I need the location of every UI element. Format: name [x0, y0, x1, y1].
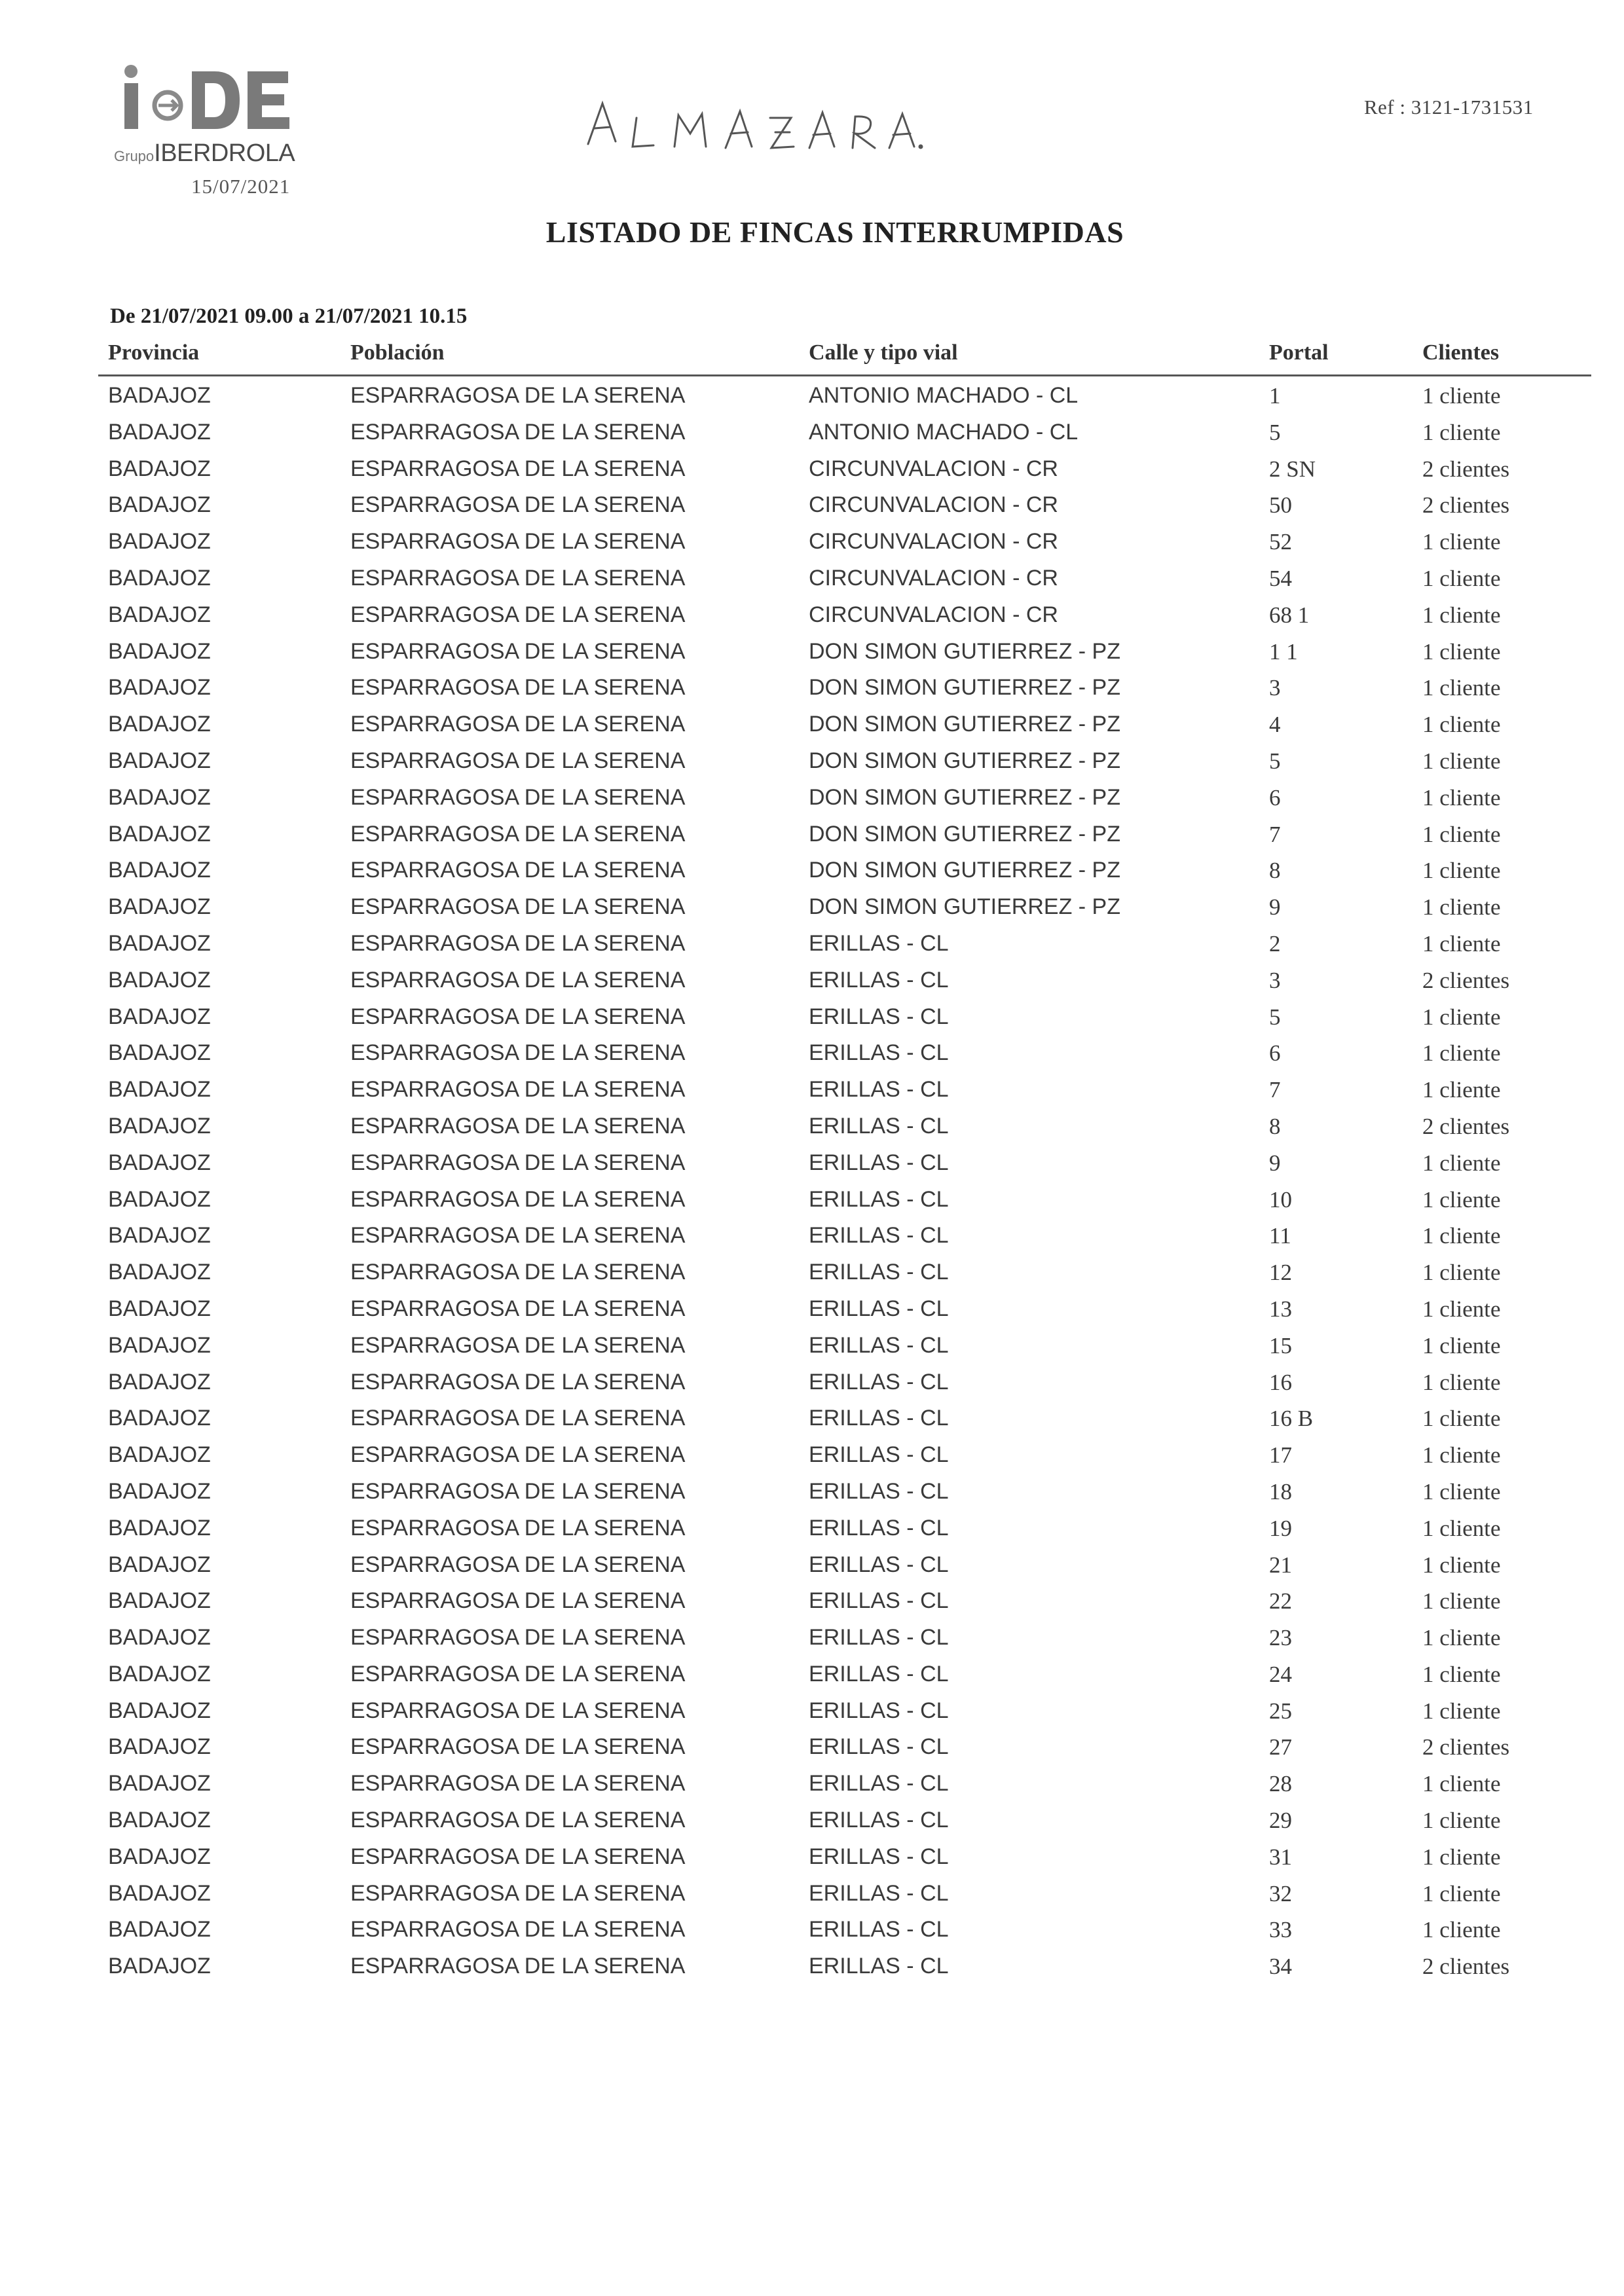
cell-portal: 68 1	[1269, 602, 1310, 628]
table-row	[98, 961, 1591, 998]
cell-calle: ERILLAS - CL	[809, 1917, 949, 1942]
logo-group-label	[114, 139, 295, 168]
cell-poblacion: ESPARRAGOSA DE LA SERENA	[350, 1552, 686, 1577]
cell-clientes: 1 cliente	[1422, 1186, 1501, 1212]
cell-poblacion: ESPARRAGOSA DE LA SERENA	[350, 1625, 686, 1650]
table-header	[98, 340, 1591, 376]
table-row	[98, 998, 1591, 1034]
cell-provincia: BADAJOZ	[108, 1880, 211, 1906]
header-calle: Calle y tipo vial	[809, 340, 958, 365]
cell-provincia: BADAJOZ	[108, 1808, 211, 1833]
table-row	[98, 376, 1591, 413]
cell-calle: ERILLAS - CL	[809, 930, 949, 956]
cell-clientes: 2 clientes	[1422, 1113, 1510, 1139]
cell-portal: 2	[1269, 930, 1281, 957]
cell-clientes: 1 cliente	[1422, 1880, 1501, 1906]
cell-portal: 5	[1269, 748, 1281, 774]
table-row	[98, 1107, 1591, 1144]
cell-calle: ERILLAS - CL	[809, 1808, 949, 1833]
header-clientes: Clientes	[1422, 340, 1500, 365]
cell-poblacion: ESPARRAGOSA DE LA SERENA	[350, 748, 686, 773]
cell-calle: ERILLAS - CL	[809, 1661, 949, 1686]
cell-poblacion: ESPARRAGOSA DE LA SERENA	[350, 1698, 686, 1723]
cell-portal: 27	[1269, 1734, 1292, 1760]
table-row	[98, 1216, 1591, 1253]
table-row	[98, 413, 1591, 450]
cell-provincia: BADAJOZ	[108, 1478, 211, 1504]
cell-calle: ERILLAS - CL	[809, 1734, 949, 1760]
cell-clientes: 1 cliente	[1422, 894, 1501, 920]
cell-poblacion: ESPARRAGOSA DE LA SERENA	[350, 1077, 686, 1102]
cell-calle: DON SIMON GUTIERREZ - PZ	[809, 638, 1120, 664]
table-row	[98, 522, 1591, 559]
reference-number: Ref : 3121-1731531	[1364, 96, 1534, 118]
cell-provincia: BADAJOZ	[108, 1077, 211, 1102]
cell-poblacion: ESPARRAGOSA DE LA SERENA	[350, 492, 686, 518]
cell-poblacion: ESPARRAGOSA DE LA SERENA	[350, 1332, 686, 1358]
cell-provincia: BADAJOZ	[108, 1260, 211, 1285]
cell-clientes: 1 cliente	[1422, 529, 1501, 555]
cell-poblacion: ESPARRAGOSA DE LA SERENA	[350, 930, 686, 956]
cell-calle: ERILLAS - CL	[809, 1004, 949, 1029]
table-row	[98, 1655, 1591, 1692]
page-title: LISTADO DE FINCAS INTERRUMPIDAS	[545, 215, 1124, 249]
cell-poblacion: ESPARRAGOSA DE LA SERENA	[350, 1296, 686, 1321]
cell-poblacion: ESPARRAGOSA DE LA SERENA	[350, 894, 686, 920]
cell-poblacion: ESPARRAGOSA DE LA SERENA	[350, 1954, 686, 1979]
cell-portal: 33	[1269, 1917, 1292, 1943]
cell-portal: 23	[1269, 1625, 1292, 1651]
cell-calle: ERILLAS - CL	[809, 1880, 949, 1906]
table-row	[98, 1034, 1591, 1070]
cell-clientes: 1 cliente	[1422, 1515, 1501, 1541]
cell-poblacion: ESPARRAGOSA DE LA SERENA	[350, 529, 686, 555]
cell-poblacion: ESPARRAGOSA DE LA SERENA	[350, 1113, 686, 1139]
cell-poblacion: ESPARRAGOSA DE LA SERENA	[350, 1260, 686, 1285]
table-row	[98, 1253, 1591, 1290]
cell-poblacion: ESPARRAGOSA DE LA SERENA	[350, 675, 686, 701]
cell-clientes: 1 cliente	[1422, 1406, 1501, 1432]
cell-portal: 29	[1269, 1808, 1292, 1834]
cell-clientes: 1 cliente	[1422, 1077, 1501, 1103]
table-row	[98, 1399, 1591, 1436]
cell-clientes: 2 clientes	[1422, 1954, 1510, 1980]
cell-poblacion: ESPARRAGOSA DE LA SERENA	[350, 1808, 686, 1833]
cell-provincia: BADAJOZ	[108, 1917, 211, 1942]
cell-clientes: 1 cliente	[1422, 784, 1501, 811]
cell-clientes: 1 cliente	[1422, 1478, 1501, 1504]
table-row	[98, 668, 1591, 705]
cell-calle: ERILLAS - CL	[809, 1844, 949, 1869]
cell-portal: 52	[1269, 529, 1292, 555]
date-range: De 21/07/2021 09.00 a 21/07/2021 10.15	[110, 304, 468, 328]
cell-portal: 6	[1269, 1040, 1281, 1066]
cell-portal: 19	[1269, 1515, 1292, 1541]
cell-provincia: BADAJOZ	[108, 1186, 211, 1212]
cell-portal: 4	[1269, 712, 1281, 738]
cell-clientes: 1 cliente	[1422, 1260, 1501, 1286]
table-row	[98, 1546, 1591, 1582]
table-row	[98, 924, 1591, 961]
cell-clientes: 1 cliente	[1422, 1150, 1501, 1176]
cell-clientes: 1 cliente	[1422, 1442, 1501, 1468]
cell-provincia: BADAJOZ	[108, 930, 211, 956]
cell-portal: 3	[1269, 675, 1281, 701]
cell-poblacion: ESPARRAGOSA DE LA SERENA	[350, 1478, 686, 1504]
table-row	[98, 1070, 1591, 1107]
table-row	[98, 888, 1591, 924]
cell-provincia: BADAJOZ	[108, 858, 211, 883]
cell-poblacion: ESPARRAGOSA DE LA SERENA	[350, 602, 686, 627]
cell-calle: CIRCUNVALACION - CR	[809, 492, 1058, 518]
cell-poblacion: ESPARRAGOSA DE LA SERENA	[350, 784, 686, 810]
cell-poblacion: ESPARRAGOSA DE LA SERENA	[350, 1771, 686, 1796]
table-row	[98, 1910, 1591, 1947]
table-row	[98, 1947, 1591, 1984]
cell-provincia: BADAJOZ	[108, 1844, 211, 1869]
cell-calle: ERILLAS - CL	[809, 1332, 949, 1358]
cell-calle: CIRCUNVALACION - CR	[809, 602, 1058, 627]
cell-portal: 3	[1269, 967, 1281, 993]
cell-calle: ERILLAS - CL	[809, 1406, 949, 1431]
cell-portal: 9	[1269, 894, 1281, 920]
cell-clientes: 1 cliente	[1422, 1369, 1501, 1395]
cell-clientes: 2 clientes	[1422, 492, 1510, 519]
cell-portal: 6	[1269, 784, 1281, 811]
cell-poblacion: ESPARRAGOSA DE LA SERENA	[350, 383, 686, 408]
cell-provincia: BADAJOZ	[108, 1625, 211, 1650]
cell-poblacion: ESPARRAGOSA DE LA SERENA	[350, 1406, 686, 1431]
document-date: 15/07/2021	[191, 175, 291, 198]
cell-provincia: BADAJOZ	[108, 1552, 211, 1577]
cell-portal: 16 B	[1269, 1406, 1314, 1432]
table-row	[98, 1764, 1591, 1801]
cell-calle: ERILLAS - CL	[809, 1478, 949, 1504]
cell-portal: 13	[1269, 1296, 1292, 1322]
cell-provincia: BADAJOZ	[108, 1150, 211, 1175]
cell-provincia: BADAJOZ	[108, 492, 211, 518]
cell-provincia: BADAJOZ	[108, 1406, 211, 1431]
cell-portal: 22	[1269, 1588, 1292, 1614]
fincas-table	[98, 340, 1591, 1984]
table-row	[98, 1728, 1591, 1764]
cell-poblacion: ESPARRAGOSA DE LA SERENA	[350, 821, 686, 847]
cell-provincia: BADAJOZ	[108, 784, 211, 810]
cell-clientes: 1 cliente	[1422, 930, 1501, 957]
table-row	[98, 1692, 1591, 1728]
cell-clientes: 1 cliente	[1422, 1004, 1501, 1030]
cell-provincia: BADAJOZ	[108, 456, 211, 481]
cell-clientes: 1 cliente	[1422, 1625, 1501, 1651]
cell-clientes: 1 cliente	[1422, 419, 1501, 445]
table-row	[98, 742, 1591, 778]
cell-provincia: BADAJOZ	[108, 602, 211, 627]
cell-clientes: 1 cliente	[1422, 821, 1501, 847]
cell-calle: CIRCUNVALACION - CR	[809, 456, 1058, 481]
cell-provincia: BADAJOZ	[108, 1698, 211, 1723]
table-row	[98, 1436, 1591, 1472]
cell-calle: ERILLAS - CL	[809, 1150, 949, 1175]
table-row	[98, 1838, 1591, 1874]
cell-clientes: 1 cliente	[1422, 383, 1501, 409]
table-row	[98, 1180, 1591, 1217]
cell-portal: 7	[1269, 1077, 1281, 1103]
cell-clientes: 1 cliente	[1422, 1917, 1501, 1943]
cell-portal: 17	[1269, 1442, 1292, 1468]
cell-clientes: 2 clientes	[1422, 967, 1510, 993]
cell-portal: 16	[1269, 1369, 1292, 1395]
cell-poblacion: ESPARRAGOSA DE LA SERENA	[350, 1844, 686, 1869]
cell-clientes: 1 cliente	[1422, 1332, 1501, 1358]
table-row	[98, 705, 1591, 742]
table-row	[98, 1801, 1591, 1838]
table-row	[98, 1363, 1591, 1400]
cell-provincia: BADAJOZ	[108, 1113, 211, 1139]
cell-portal: 50	[1269, 492, 1292, 519]
cell-provincia: BADAJOZ	[108, 1442, 211, 1468]
cell-portal: 15	[1269, 1332, 1292, 1358]
cell-calle: ERILLAS - CL	[809, 1369, 949, 1394]
cell-provincia: BADAJOZ	[108, 712, 211, 737]
header-poblacion: Población	[350, 340, 445, 365]
cell-calle: ERILLAS - CL	[809, 1515, 949, 1540]
cell-clientes: 1 cliente	[1422, 602, 1501, 628]
cell-poblacion: ESPARRAGOSA DE LA SERENA	[350, 1880, 686, 1906]
cell-calle: ANTONIO MACHADO - CL	[809, 419, 1079, 445]
table-row	[98, 1582, 1591, 1618]
cell-calle: ERILLAS - CL	[809, 1113, 949, 1139]
cell-calle: ERILLAS - CL	[809, 1186, 949, 1212]
cell-clientes: 1 cliente	[1422, 1552, 1501, 1578]
cell-calle: CIRCUNVALACION - CR	[809, 565, 1058, 591]
handwritten-note	[583, 92, 923, 157]
cell-provincia: BADAJOZ	[108, 1734, 211, 1760]
cell-portal: 28	[1269, 1771, 1292, 1797]
cell-calle: DON SIMON GUTIERREZ - PZ	[809, 784, 1120, 810]
cell-calle: ERILLAS - CL	[809, 1223, 949, 1248]
cell-calle: ERILLAS - CL	[809, 1698, 949, 1723]
cell-clientes: 1 cliente	[1422, 675, 1501, 701]
cell-clientes: 1 cliente	[1422, 1698, 1501, 1724]
cell-calle: DON SIMON GUTIERREZ - PZ	[809, 894, 1120, 920]
cell-calle: ERILLAS - CL	[809, 1771, 949, 1796]
cell-calle: DON SIMON GUTIERREZ - PZ	[809, 748, 1120, 773]
i-de-logo-mark	[117, 62, 306, 134]
table-row	[98, 851, 1591, 888]
header-portal: Portal	[1269, 340, 1329, 365]
cell-portal: 25	[1269, 1698, 1292, 1724]
table-row	[98, 1472, 1591, 1509]
cell-poblacion: ESPARRAGOSA DE LA SERENA	[350, 1004, 686, 1029]
cell-provincia: BADAJOZ	[108, 1515, 211, 1540]
cell-calle: DON SIMON GUTIERREZ - PZ	[809, 821, 1120, 847]
cell-clientes: 1 cliente	[1422, 1808, 1501, 1834]
company-logo	[110, 62, 306, 200]
cell-provincia: BADAJOZ	[108, 894, 211, 920]
cell-provincia: BADAJOZ	[108, 1771, 211, 1796]
cell-provincia: BADAJOZ	[108, 967, 211, 993]
table-row	[98, 1618, 1591, 1655]
cell-poblacion: ESPARRAGOSA DE LA SERENA	[350, 565, 686, 591]
table-row	[98, 450, 1591, 486]
cell-poblacion: ESPARRAGOSA DE LA SERENA	[350, 1186, 686, 1212]
cell-portal: 5	[1269, 1004, 1281, 1030]
cell-clientes: 2 clientes	[1422, 1734, 1510, 1760]
table-row	[98, 1326, 1591, 1363]
cell-portal: 34	[1269, 1954, 1292, 1980]
cell-portal: 8	[1269, 858, 1281, 884]
cell-portal: 18	[1269, 1478, 1292, 1504]
cell-provincia: BADAJOZ	[108, 1040, 211, 1066]
table-row	[98, 1144, 1591, 1180]
header-provincia: Provincia	[108, 340, 200, 365]
cell-clientes: 1 cliente	[1422, 638, 1501, 665]
cell-portal: 5	[1269, 419, 1281, 445]
cell-portal: 12	[1269, 1260, 1292, 1286]
cell-calle: DON SIMON GUTIERREZ - PZ	[809, 675, 1120, 701]
cell-calle: ERILLAS - CL	[809, 1077, 949, 1102]
cell-poblacion: ESPARRAGOSA DE LA SERENA	[350, 967, 686, 993]
cell-calle: ERILLAS - CL	[809, 1260, 949, 1285]
cell-poblacion: ESPARRAGOSA DE LA SERENA	[350, 1588, 686, 1614]
cell-clientes: 1 cliente	[1422, 1771, 1501, 1797]
cell-poblacion: ESPARRAGOSA DE LA SERENA	[350, 638, 686, 664]
cell-portal: 1 1	[1269, 638, 1298, 665]
cell-poblacion: ESPARRAGOSA DE LA SERENA	[350, 712, 686, 737]
cell-portal: 54	[1269, 565, 1292, 591]
cell-provincia: BADAJOZ	[108, 419, 211, 445]
cell-provincia: BADAJOZ	[108, 1588, 211, 1614]
cell-portal: 21	[1269, 1552, 1292, 1578]
table-row	[98, 632, 1591, 669]
cell-clientes: 1 cliente	[1422, 565, 1501, 591]
cell-provincia: BADAJOZ	[108, 638, 211, 664]
table-row	[98, 486, 1591, 522]
cell-clientes: 1 cliente	[1422, 858, 1501, 884]
cell-poblacion: ESPARRAGOSA DE LA SERENA	[350, 1661, 686, 1686]
cell-portal: 1	[1269, 383, 1281, 409]
cell-calle: ANTONIO MACHADO - CL	[809, 383, 1079, 408]
cell-calle: CIRCUNVALACION - CR	[809, 529, 1058, 555]
cell-calle: ERILLAS - CL	[809, 1442, 949, 1468]
table-row	[98, 559, 1591, 596]
cell-clientes: 1 cliente	[1422, 1588, 1501, 1614]
cell-calle: ERILLAS - CL	[809, 1296, 949, 1321]
table-row	[98, 596, 1591, 632]
cell-provincia: BADAJOZ	[108, 529, 211, 555]
cell-clientes: 1 cliente	[1422, 1040, 1501, 1066]
cell-provincia: BADAJOZ	[108, 1004, 211, 1029]
cell-provincia: BADAJOZ	[108, 565, 211, 591]
cell-poblacion: ESPARRAGOSA DE LA SERENA	[350, 1734, 686, 1760]
table-body	[98, 376, 1591, 1984]
cell-provincia: BADAJOZ	[108, 748, 211, 773]
table-row	[98, 1874, 1591, 1911]
cell-provincia: BADAJOZ	[108, 1369, 211, 1394]
cell-clientes: 1 cliente	[1422, 748, 1501, 774]
cell-provincia: BADAJOZ	[108, 1296, 211, 1321]
cell-clientes: 1 cliente	[1422, 712, 1501, 738]
cell-calle: ERILLAS - CL	[809, 1040, 949, 1066]
cell-portal: 7	[1269, 821, 1281, 847]
cell-poblacion: ESPARRAGOSA DE LA SERENA	[350, 1917, 686, 1942]
cell-poblacion: ESPARRAGOSA DE LA SERENA	[350, 456, 686, 481]
cell-portal: 10	[1269, 1186, 1292, 1212]
cell-provincia: BADAJOZ	[108, 1223, 211, 1248]
cell-portal: 2 SN	[1269, 456, 1316, 482]
table-row	[98, 778, 1591, 815]
cell-clientes: 2 clientes	[1422, 456, 1510, 482]
cell-provincia: BADAJOZ	[108, 1332, 211, 1358]
cell-portal: 24	[1269, 1661, 1292, 1687]
cell-poblacion: ESPARRAGOSA DE LA SERENA	[350, 1223, 686, 1248]
cell-calle: DON SIMON GUTIERREZ - PZ	[809, 712, 1120, 737]
cell-poblacion: ESPARRAGOSA DE LA SERENA	[350, 1442, 686, 1468]
cell-calle: ERILLAS - CL	[809, 1552, 949, 1577]
cell-provincia: BADAJOZ	[108, 821, 211, 847]
cell-provincia: BADAJOZ	[108, 1661, 211, 1686]
cell-calle: ERILLAS - CL	[809, 967, 949, 993]
cell-clientes: 1 cliente	[1422, 1223, 1501, 1249]
table-row	[98, 1290, 1591, 1326]
cell-calle: ERILLAS - CL	[809, 1588, 949, 1614]
cell-provincia: BADAJOZ	[108, 675, 211, 701]
cell-calle: ERILLAS - CL	[809, 1954, 949, 1979]
cell-calle: DON SIMON GUTIERREZ - PZ	[809, 858, 1120, 883]
cell-poblacion: ESPARRAGOSA DE LA SERENA	[350, 1150, 686, 1175]
cell-poblacion: ESPARRAGOSA DE LA SERENA	[350, 419, 686, 445]
cell-clientes: 1 cliente	[1422, 1661, 1501, 1687]
cell-clientes: 1 cliente	[1422, 1844, 1501, 1870]
cell-portal: 32	[1269, 1880, 1292, 1906]
cell-calle: ERILLAS - CL	[809, 1625, 949, 1650]
logo-group-small: Grupo	[114, 148, 155, 164]
cell-portal: 9	[1269, 1150, 1281, 1176]
cell-portal: 31	[1269, 1844, 1292, 1870]
table-row	[98, 815, 1591, 852]
cell-poblacion: ESPARRAGOSA DE LA SERENA	[350, 1369, 686, 1394]
table-row	[98, 1509, 1591, 1546]
cell-portal: 11	[1269, 1223, 1291, 1249]
cell-provincia: BADAJOZ	[108, 1954, 211, 1979]
cell-provincia: BADAJOZ	[108, 383, 211, 408]
cell-portal: 8	[1269, 1113, 1281, 1139]
cell-clientes: 1 cliente	[1422, 1296, 1501, 1322]
cell-poblacion: ESPARRAGOSA DE LA SERENA	[350, 858, 686, 883]
cell-poblacion: ESPARRAGOSA DE LA SERENA	[350, 1515, 686, 1540]
cell-poblacion: ESPARRAGOSA DE LA SERENA	[350, 1040, 686, 1066]
logo-group-brand: IBERDROLA	[154, 139, 295, 167]
